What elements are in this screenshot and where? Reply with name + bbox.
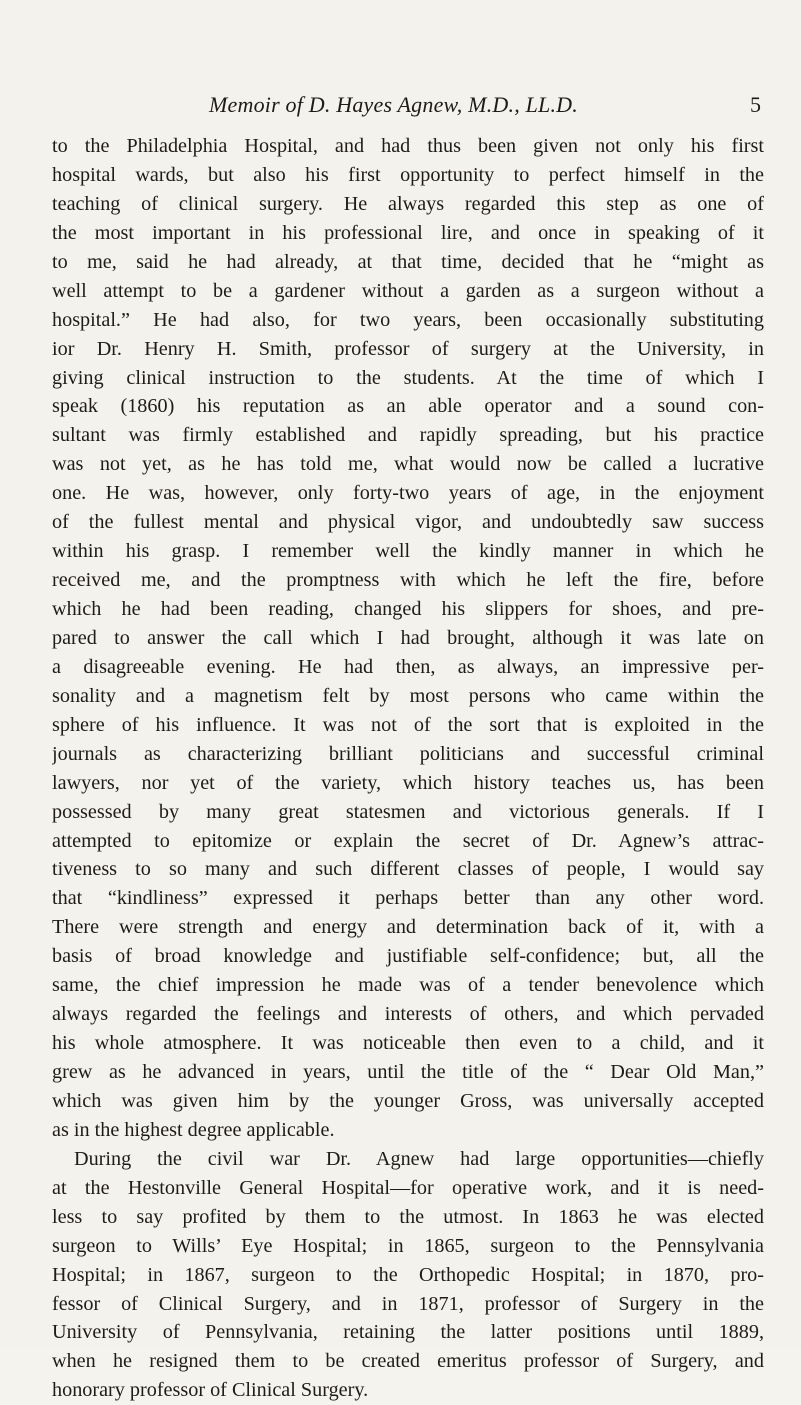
text-line: giving clinical instruction to the students. At the time of which I [52, 366, 764, 389]
text-line: Hospital; in 1867, surgeon to the Orthopedic Hospital; in 1870, pro- [52, 1263, 764, 1286]
text-line: one. He was, however, only forty-two years of age, in the enjoyment [52, 482, 764, 505]
text-line: teaching of clinical surgery. He always regarded this step as one of [52, 192, 764, 215]
text-line: was not yet, as he has told me, what would now be called a lucrative [52, 453, 764, 476]
text-line: of the fullest mental and physical vigor, and undoubtedly saw success [52, 511, 764, 534]
text-line: less to say profited by them to the utmost. In 1863 he was elected [52, 1205, 764, 1228]
text-line: surgeon to Wills’ Eye Hospital; in 1865, surgeon to the Pennsylvania [52, 1234, 764, 1257]
text-line: at the Hestonville General Hospital—for operative work, and it is need- [52, 1176, 764, 1199]
paragraph [52, 1145, 764, 1405]
text-line: honorary professor of Clinical Surgery. [52, 1379, 369, 1402]
text-line: sultant was firmly established and rapidly spreading, but his practice [52, 424, 764, 447]
text-line: hospital wards, but also his first opportunity to perfect himself in the [52, 163, 764, 186]
text-line: his whole atmosphere. It was noticeable then even to a child, and it [52, 1032, 764, 1055]
text-line: the most important in his professional lire, and once in speaking of it [52, 221, 764, 244]
text-line: within his grasp. I remember well the kindly manner in which he [52, 540, 764, 563]
text-line: well attempt to be a gardener without a garden as a surgeon without a [52, 279, 764, 302]
text-line: hospital.” He had also, for two years, been occasionally substituting [52, 308, 764, 331]
text-line: to the Philadelphia Hospital, and had thus been given not only his first [52, 135, 764, 157]
text-line: There were strength and energy and determination back of it, with a [52, 916, 764, 939]
text-line: sphere of his influence. It was not of the sort that is exploited in the [52, 713, 764, 736]
page-number: 5 [750, 92, 761, 117]
page-header [0, 92, 801, 122]
body-text [52, 132, 764, 1405]
text-line: attempted to epitomize or explain the secret of Dr. Agnew’s attrac- [52, 829, 764, 852]
text-line: same, the chief impression he made was of a tender benevolence which [52, 974, 764, 997]
text-line: lawyers, nor yet of the variety, which history teaches us, has been [52, 771, 764, 794]
text-line: journals as characterizing brilliant politicians and successful criminal [52, 742, 764, 765]
text-line: when he resigned them to be created emeritus professor of Surgery, and [52, 1350, 764, 1373]
paragraph [52, 132, 764, 1145]
text-line: to me, said he had already, at that time, decided that he “might as [52, 250, 764, 273]
text-line: which was given him by the younger Gross, was universally accepted [52, 1089, 764, 1112]
running-head: Memoir of D. Hayes Agnew, M.D., LL.D. [209, 92, 578, 117]
text-line: as in the highest degree applicable. [52, 1118, 335, 1141]
text-line: grew as he advanced in years, until the title of the “ Dear Old Man,” [52, 1061, 764, 1083]
text-line: that “kindliness” expressed it perhaps better than any other word. [52, 887, 764, 910]
text-line: tiveness to so many and such different classes of people, I would say [52, 858, 764, 881]
text-line: which he had been reading, changed his slippers for shoes, and pre- [52, 598, 764, 620]
text-line: always regarded the feelings and interests of others, and which pervaded [52, 1003, 764, 1026]
text-line: basis of broad knowledge and justifiable self-confidence; but, all the [52, 945, 764, 968]
text-line: During the civil war Dr. Agnew had large opportunities—chiefly [74, 1147, 764, 1170]
text-line: a disagreeable evening. He had then, as always, an impressive per- [52, 655, 764, 678]
text-line: sonality and a magnetism felt by most persons who came within the [52, 684, 764, 707]
text-line: pared to answer the call which I had brought, although it was late on [52, 626, 764, 649]
text-line: speak (1860) his reputation as an able operator and a sound con- [52, 395, 764, 418]
text-line: possessed by many great statesmen and victorious generals. If I [52, 800, 764, 823]
text-line: ior Dr. Henry H. Smith, professor of surgery at the University, in [52, 337, 764, 360]
text-line: received me, and the promptness with which he left the fire, before [52, 569, 764, 592]
text-line: University of Pennsylvania, retaining the latter positions until 1889, [52, 1321, 764, 1344]
text-line: fessor of Clinical Surgery, and in 1871, professor of Surgery in the [52, 1292, 764, 1315]
